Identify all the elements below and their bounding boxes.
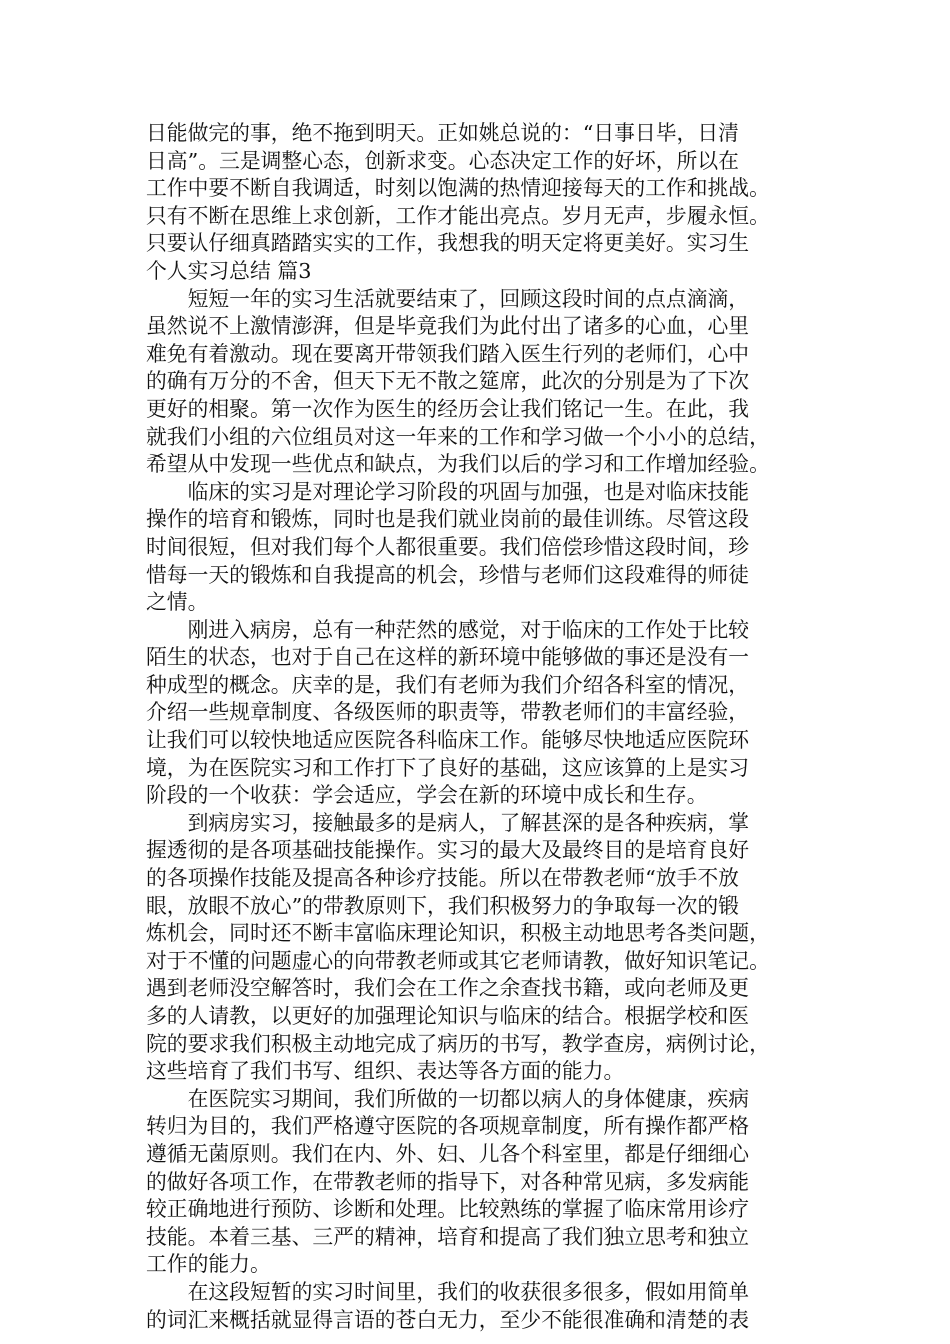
text-line: 的各项操作技能及提高各种诊疗技能。所以在带教老师“放手不放 xyxy=(146,866,739,891)
text-line: 之情。 xyxy=(146,590,209,615)
text-line: 临床的实习是对理论学习阶段的巩固与加强，也是对临床技能 xyxy=(146,479,750,504)
text-line: 眼，放眼不放心”的带教原则下，我们积极努力的争取每一次的锻 xyxy=(146,893,739,918)
text-line: 在医院实习期间，我们所做的一切都以病人的身体健康，疾病 xyxy=(146,1086,750,1111)
text-line: 的确有万分的不舍，但天下无不散之筵席，此次的分别是为了下次 xyxy=(146,369,750,394)
text-line: 多的人请教，以更好的加强理论知识与临床的结合。根据学校和医 xyxy=(146,1004,750,1028)
text-line: 炼机会，同时还不断丰富临床理论知识，积极主动地思考各类问题， xyxy=(146,921,770,946)
text-line: 只有不断在思维上求创新，工作才能出亮点。岁月无声，步履永恒。 xyxy=(146,203,770,228)
text-line: 院的要求我们积极主动地完成了病历的书写，教学查房，病例讨论， xyxy=(146,1031,770,1056)
text-line: 到病房实习，接触最多的是病人，了解甚深的是各种疾病，掌 xyxy=(146,810,750,835)
text-line: 希望从中发现一些优点和缺点，为我们以后的学习和工作增加经验。 xyxy=(146,452,770,477)
text-line: 日能做完的事，绝不拖到明天。正如姚总说的：“日事日毕，日清 xyxy=(146,121,739,145)
text-line: 操作的培育和锻炼，同时也是我们就业岗前的最佳训练。尽管这段 xyxy=(146,507,750,532)
text-line: 让我们可以较快地适应医院各科临床工作。能够尽快地适应医院环 xyxy=(146,728,750,753)
text-line: 介绍一些规章制度、各级医师的职责等，带教老师们的丰富经验， xyxy=(146,700,750,725)
text-line: 在这段短暂的实习时间里，我们的收获很多很多，假如用简单 xyxy=(146,1279,750,1304)
document-body xyxy=(146,120,818,1334)
text-line: 就我们小组的六位组员对这一年来的工作和学习做一个小小的总结， xyxy=(146,424,770,449)
text-line: 虽然说不上激情澎湃，但是毕竟我们为此付出了诸多的心血，心里 xyxy=(146,314,750,339)
text-line: 握透彻的是各项基础技能操作。实习的最大及最终目的是培育良好 xyxy=(146,838,750,863)
text-line: 境，为在医院实习和工作打下了良好的基础，这应该算的上是实习 xyxy=(146,755,750,780)
text-line: 技能。本着三基、三严的精神，培育和提高了我们独立思考和独立 xyxy=(146,1224,750,1249)
text-line: 只要认仔细真踏踏实实的工作，我想我的明天定将更美好。实习生 xyxy=(146,231,750,256)
text-line: 工作中要不断自我调适，时刻以饱满的热情迎接每天的工作和挑战。 xyxy=(146,176,770,201)
text-line: 时间很短，但对我们每个人都很重要。我们倍偿珍惜这段时间，珍 xyxy=(146,534,750,559)
text-line: 遵循无菌原则。我们在内、外、妇、儿各个科室里，都是仔细细心 xyxy=(146,1141,750,1166)
text-line: 陌生的状态，也对于自己在这样的新环境中能够做的事还是没有一 xyxy=(146,645,750,670)
text-line: 更好的相聚。第一次作为医生的经历会让我们铭记一生。在此，我 xyxy=(146,396,750,421)
text-line: 较正确地进行预防、诊断和处理。比较熟练的掌握了临床常用诊疗 xyxy=(146,1197,750,1222)
text-line: 难免有着激动。现在要离开带领我们踏入医生行列的老师们，心中 xyxy=(146,341,750,366)
text-line: 对于不懂的问题虚心的向带教老师或其它老师请教，做好知识笔记。 xyxy=(146,948,770,973)
text-line: 这些培育了我们书写、组织、表达等各方面的能力。 xyxy=(146,1059,625,1084)
text-line: 个人实习总结 篇3 xyxy=(146,258,312,283)
text-line: 日高”。三是调整心态，创新求变。心态决定工作的好坏，所以在 xyxy=(146,148,739,173)
text-line: 阶段的一个收获：学会适应，学会在新的环境中成长和生存。 xyxy=(146,783,708,808)
text-line: 工作的能力。 xyxy=(146,1252,271,1277)
text-line: 转归为目的，我们严格遵守医院的各项规章制度，所有操作都严格 xyxy=(146,1114,750,1139)
text-line: 的词汇来概括就显得言语的苍白无力，至少不能很准确和清楚的表 xyxy=(146,1307,750,1332)
text-line: 种成型的概念。庆幸的是，我们有老师为我们介绍各科室的情况， xyxy=(146,672,750,697)
text-line: 短短一年的实习生活就要结束了，回顾这段时间的点点滴滴， xyxy=(146,286,750,311)
text-line: 的做好各项工作，在带教老师的指导下，对各种常见病，多发病能 xyxy=(146,1169,750,1194)
text-line: 刚进入病房，总有一种茫然的感觉，对于临床的工作处于比较 xyxy=(146,617,750,642)
text-line: 惜每一天的锻炼和自我提高的机会，珍惜与老师们这段难得的师徒 xyxy=(146,562,750,587)
text-line: 遇到老师没空解答时，我们会在工作之余查找书籍，或向老师及更 xyxy=(146,976,750,1001)
